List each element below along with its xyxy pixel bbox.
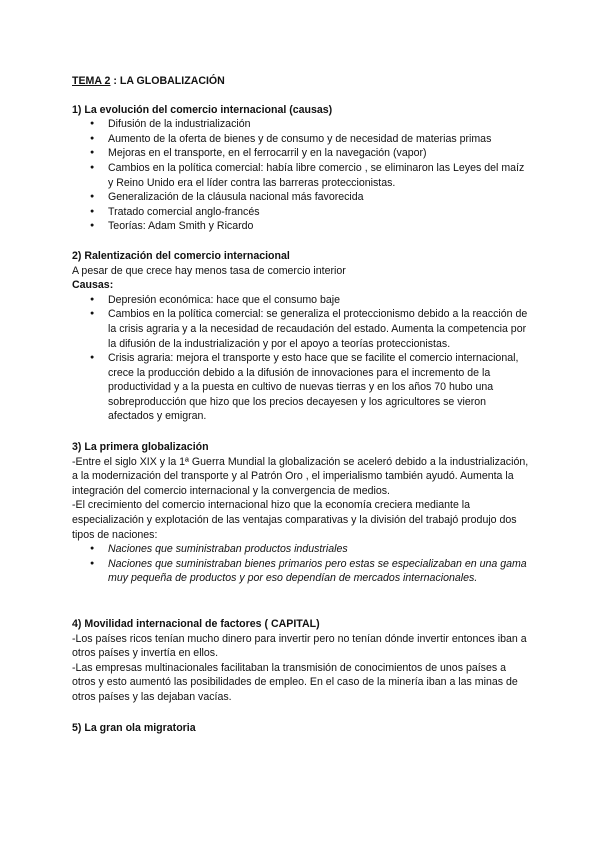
section-4-heading: 4) Movilidad internacional de factores ( CAPITAL) bbox=[72, 618, 320, 630]
title-prefix: TEMA 2 bbox=[72, 75, 111, 87]
list-item: ● Aumento de la oferta de bienes y de consumo y de necesidad de materias primas bbox=[72, 132, 530, 147]
document-page bbox=[72, 74, 530, 735]
section-1-list bbox=[72, 117, 530, 234]
section-2-intro: A pesar de que crece hay menos tasa de comercio interior bbox=[72, 264, 346, 277]
title-rest: : LA GLOBALIZACIÓN bbox=[110, 75, 225, 87]
section-4-paragraph-1: -Los países ricos tenían mucho dinero para invertir pero no tenían dónde invertir entonces iban a otros países y invertía en ellos. bbox=[72, 632, 527, 660]
section-2 bbox=[72, 249, 530, 424]
section-1 bbox=[72, 103, 530, 234]
list-item: ● Crisis agraria: mejora el transporte y esto hace que se facilite el comercio internacional, crece la producción debido a la difusión de innovaciones para el incremento de la productividad y a la puesta en cultivo de nuevas tierras y en los años 70 hubo una sobreproducción que hizo que los precios decayesen y los agricultores se vieron afectados y emigran. bbox=[72, 351, 530, 424]
document-title bbox=[72, 74, 530, 89]
section-5 bbox=[72, 721, 530, 736]
list-item: ● Naciones que suministraban bienes primarios pero estas se especializaban en una gama muy pequeña de productos y por eso dependían de mercados internacionales. bbox=[72, 557, 530, 586]
section-4-paragraph-2: -Las empresas multinacionales facilitaban la transmisión de conocimientos de unos países a otros y esto aumentó las posibilidades de empleo. En el caso de la minería iban a las minas de otros países y las dejaban vacías. bbox=[72, 661, 518, 703]
causes-label: Causas: bbox=[72, 279, 114, 292]
section-3 bbox=[72, 440, 530, 586]
list-item: ● Naciones que suministraban productos industriales bbox=[72, 542, 530, 557]
list-item: ● Depresión económica: hace que el consumo baje bbox=[72, 293, 530, 308]
section-4 bbox=[72, 617, 530, 705]
section-3-list bbox=[72, 542, 530, 586]
section-5-heading: 5) La gran ola migratoria bbox=[72, 721, 196, 734]
list-item: ● Generalización de la cláusula nacional más favorecida bbox=[72, 190, 530, 205]
section-3-heading: 3) La primera globalización bbox=[72, 441, 209, 454]
list-item: ● Tratado comercial anglo-francés bbox=[72, 205, 530, 220]
list-item: ● Teorías: Adam Smith y Ricardo bbox=[72, 219, 530, 234]
list-item: ● Mejoras en el transporte, en el ferrocarril y en la navegación (vapor) bbox=[72, 146, 530, 161]
list-item: ● Cambios en la política comercial: se generaliza el proteccionismo debido a la reacción de la crisis agraria y a la necesidad de recaudación del estado. Aumenta la competencia por la difusión de la industrialización y por el apoyo a teorías proteccionistas. bbox=[72, 307, 530, 351]
section-2-heading: 2) Ralentización del comercio internacional bbox=[72, 249, 290, 262]
section-2-list bbox=[72, 293, 530, 424]
list-item: ● Difusión de la industrialización bbox=[72, 117, 530, 132]
section-1-heading: 1) La evolución del comercio internacional (causas) bbox=[72, 103, 333, 116]
list-item: ● Cambios en la política comercial: había libre comercio , se eliminaron las Leyes del maíz y Reino Unido era el líder contra las barreras proteccionistas. bbox=[72, 161, 530, 190]
section-3-paragraph-1: -Entre el siglo XIX y la 1ª Guerra Mundial la globalización se aceleró debido a la industrialización, a la modernización del transporte y al Patrón Oro , el imperialismo también ayudó. Aumenta la integración del comercio internacional y la convergencia de medios. bbox=[72, 455, 529, 497]
section-3-paragraph-2: -El crecimiento del comercio internacional hizo que la economía creciera mediante la especialización y explotación de las ventajas comparativas y la división del trabajó produjo dos tipos de naciones: bbox=[72, 499, 517, 541]
